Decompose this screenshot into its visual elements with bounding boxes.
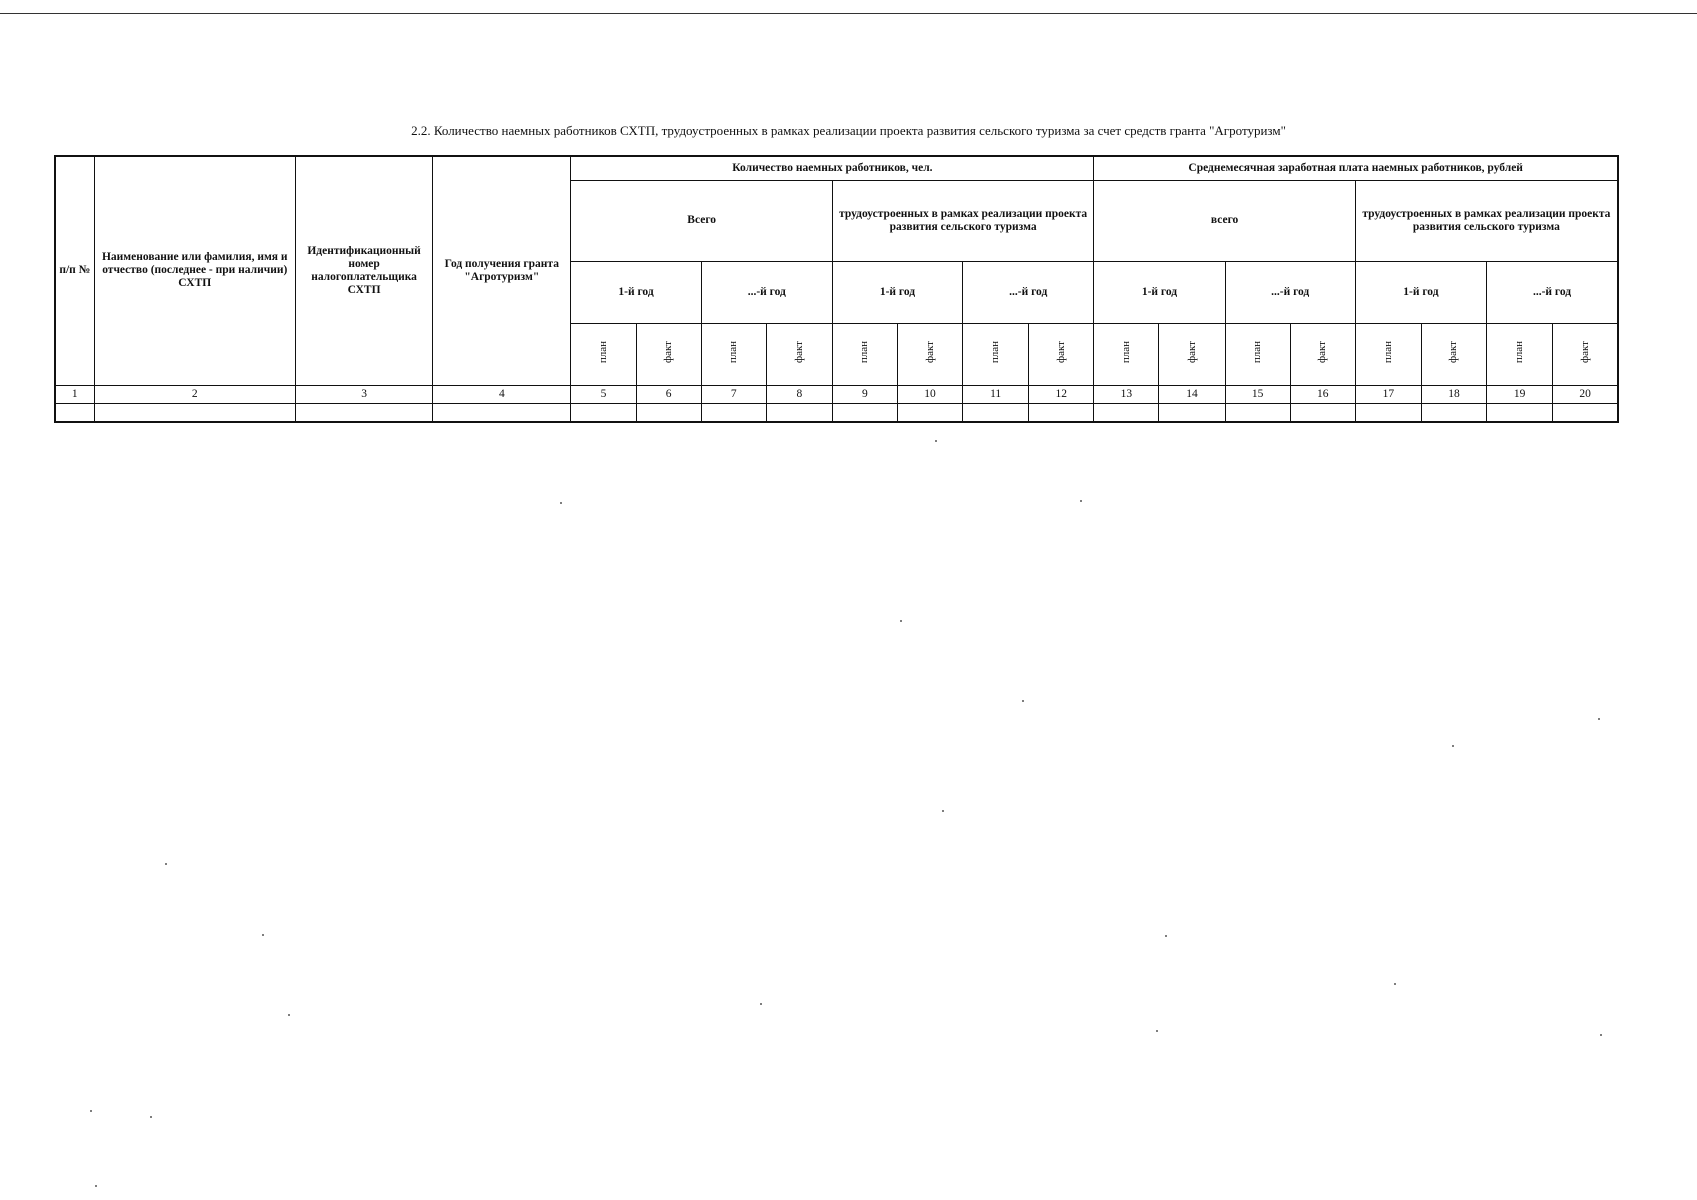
plan-label: план	[858, 340, 871, 364]
column-number: 5	[571, 385, 636, 403]
scan-speck	[935, 440, 937, 442]
empty-cell	[1159, 403, 1225, 422]
header-plan	[701, 323, 766, 385]
plan-label: план	[1513, 340, 1526, 364]
scan-speck	[1022, 700, 1024, 702]
empty-cell	[94, 403, 295, 422]
empty-cell	[766, 403, 832, 422]
header-fact	[897, 323, 962, 385]
header-plan	[963, 323, 1029, 385]
document-title: 2.2. Количество наемных работников СХТП, трудоустроенных в рамках реализации проекта развития сельского туризма за счет средств гранта "Агротуризм"	[411, 123, 1286, 138]
empty-cell	[897, 403, 962, 422]
fact-label: факт	[662, 340, 675, 364]
scan-speck	[1156, 1030, 1158, 1032]
empty-cell	[1029, 403, 1094, 422]
header-year: 1-й год	[571, 261, 701, 323]
column-number: 6	[636, 385, 701, 403]
empty-cell	[1487, 403, 1553, 422]
empty-cell	[636, 403, 701, 422]
header-salary-total: всего	[1094, 180, 1355, 261]
plan-label: план	[1251, 340, 1264, 364]
scan-speck	[1080, 500, 1082, 502]
plan-label: план	[596, 340, 609, 364]
empty-cell	[55, 403, 94, 422]
header-year: ...-й год	[963, 261, 1094, 323]
column-number: 4	[433, 385, 571, 403]
empty-cell	[1094, 403, 1159, 422]
column-number: 20	[1553, 385, 1618, 403]
header-salary-employed: трудоустроенных в рамках реализации проекта развития сельского туризма	[1355, 180, 1618, 261]
header-plan	[1487, 323, 1553, 385]
empty-cell	[1290, 403, 1355, 422]
scan-speck	[760, 1003, 762, 1005]
column-number: 15	[1225, 385, 1290, 403]
header-avg-salary: Среднемесячная заработная плата наемных работников, рублей	[1094, 156, 1618, 180]
scan-speck	[900, 620, 902, 622]
scan-speck	[1165, 935, 1167, 937]
scan-speck	[150, 1116, 152, 1118]
header-fact	[636, 323, 701, 385]
column-number: 9	[832, 385, 897, 403]
header-year: ...-й год	[1225, 261, 1355, 323]
header-year: 1-й год	[832, 261, 962, 323]
fact-label: факт	[1578, 340, 1591, 364]
header-worker-count: Количество наемных работников, чел.	[571, 156, 1094, 180]
plan-label: план	[989, 340, 1002, 364]
empty-cell	[1225, 403, 1290, 422]
scan-speck	[95, 1185, 97, 1187]
header-year: ...-й год	[1487, 261, 1618, 323]
column-number: 14	[1159, 385, 1225, 403]
header-fact	[1159, 323, 1225, 385]
fact-label: факт	[1185, 340, 1198, 364]
header-count-employed: трудоустроенных в рамках реализации проекта развития сельского туризма	[832, 180, 1093, 261]
employees-table	[54, 155, 1619, 423]
column-number: 13	[1094, 385, 1159, 403]
scan-speck	[1452, 745, 1454, 747]
column-number: 10	[897, 385, 962, 403]
scan-speck	[288, 1014, 290, 1016]
header-fact	[1029, 323, 1094, 385]
column-number: 19	[1487, 385, 1553, 403]
scan-speck	[1600, 1034, 1602, 1036]
header-year: 1-й год	[1355, 261, 1486, 323]
empty-cell	[963, 403, 1029, 422]
header-inn: Идентификационный номер налогоплательщика СХТП	[295, 156, 432, 385]
column-number: 18	[1421, 385, 1486, 403]
column-number: 16	[1290, 385, 1355, 403]
empty-cell	[701, 403, 766, 422]
empty-cell	[1553, 403, 1618, 422]
header-fact	[1290, 323, 1355, 385]
empty-cell	[571, 403, 636, 422]
empty-cell	[832, 403, 897, 422]
empty-cell	[1421, 403, 1486, 422]
column-number: 12	[1029, 385, 1094, 403]
header-plan	[1355, 323, 1421, 385]
header-fact	[1553, 323, 1618, 385]
header-count-total: Всего	[571, 180, 832, 261]
column-number: 7	[701, 385, 766, 403]
empty-data-row	[55, 403, 1618, 422]
column-number: 2	[94, 385, 295, 403]
header-grant-year: Год получения гранта "Агротуризм"	[433, 156, 571, 385]
header-year: ...-й год	[701, 261, 832, 323]
fact-label: факт	[1447, 340, 1460, 364]
column-number: 17	[1355, 385, 1421, 403]
header-plan	[1094, 323, 1159, 385]
fact-label: факт	[1054, 340, 1067, 364]
plan-label: план	[1119, 340, 1132, 364]
header-plan	[571, 323, 636, 385]
column-number: 8	[766, 385, 832, 403]
empty-cell	[295, 403, 432, 422]
plan-label: план	[1381, 340, 1394, 364]
header-fact	[766, 323, 832, 385]
header-plan	[1225, 323, 1290, 385]
header-fact	[1421, 323, 1486, 385]
empty-cell	[433, 403, 571, 422]
top-rule	[0, 13, 1697, 14]
header-name: Наименование или фамилия, имя и отчество (последнее - при наличии) СХТП	[94, 156, 295, 385]
column-number: 1	[55, 385, 94, 403]
scan-speck	[1394, 983, 1396, 985]
scan-speck	[262, 934, 264, 936]
scan-speck	[942, 810, 944, 812]
fact-label: факт	[1316, 340, 1329, 364]
header-year: 1-й год	[1094, 261, 1225, 323]
fact-label: факт	[923, 340, 936, 364]
scan-speck	[560, 502, 562, 504]
header-plan	[832, 323, 897, 385]
scan-speck	[90, 1110, 92, 1112]
column-number-row	[55, 385, 1618, 403]
header-row-number: п/п №	[55, 156, 94, 385]
column-number: 3	[295, 385, 432, 403]
fact-label: факт	[792, 340, 805, 364]
plan-label: план	[727, 340, 740, 364]
scan-speck	[165, 863, 167, 865]
empty-cell	[1355, 403, 1421, 422]
column-number: 11	[963, 385, 1029, 403]
scan-speck	[1598, 718, 1600, 720]
